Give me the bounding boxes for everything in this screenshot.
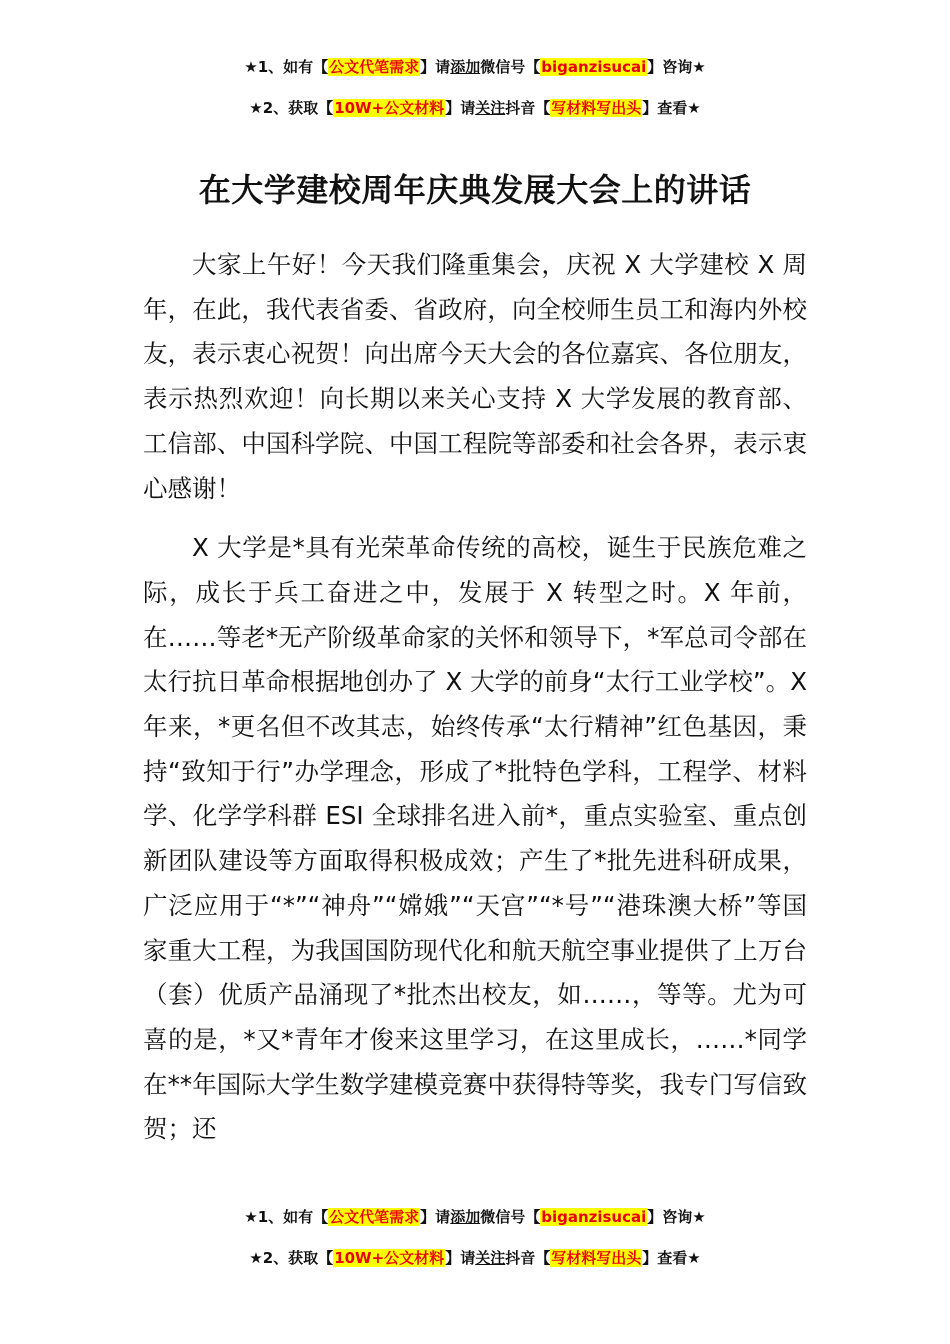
header-banner xyxy=(0,56,950,119)
paragraph: 大家上午好！今天我们隆重集会，庆祝 X 大学建校 X 周年，在此，我代表省委、省政府，向全校师生员工和海内外校友，表示衷心祝贺！向出席今天大会的各位嘉宾、各位朋友，表示热烈欢迎！向长期以来关心支持 X 大学发展的教育部、工信部、中国科学院、中国工程院等部委和社会各界，表示衷心感谢！ xyxy=(143,250,807,503)
banner-line-2: ★2、获取【10W+公文材料】请关注抖音【写材料写出头】查看★ xyxy=(249,99,701,117)
banner-line-1: ★1、如有【公文代笔需求】请添加微信号【biganzisucai】咨询★ xyxy=(244,1208,706,1226)
banner-line-2: ★2、获取【10W+公文材料】请关注抖音【写材料写出头】查看★ xyxy=(249,1249,701,1267)
highlight-wechat-id: biganzisucai xyxy=(541,58,647,76)
highlight-writing-service: 公文代笔需求 xyxy=(329,58,420,76)
highlight-douyin-account: 写材料写出头 xyxy=(551,99,642,117)
highlight-wechat-id: biganzisucai xyxy=(541,1208,647,1226)
footer-banner xyxy=(0,1206,950,1269)
paragraph: X 大学是*具有光荣革命传统的高校，诞生于民族危难之际，成长于兵工奋进之中，发展于 X 转型之时。X 年前，在……等老*无产阶级革命家的关怀和领导下，*军总司令部在太行抗日革命根据地创办了 X 大学的前身“太行工业学校”。X 年来，*更名但不改其志，始终传承“太行精神”红色基因，秉持“致知于行”办学理念，形成了*批特色学科，工程学、材料学、化学学科群 ESI 全球排名进入前*，重点实验室、重点创新团队建设等方面取得积极成效；产生了*批先进科研成果，广泛应用于“*”“神舟”“嫦娥”“天宫”“*号”“港珠澳大桥”等国家重大工程，为我国国防现代化和航天航空事业提供了上万台（套）优质产品涌现了*批杰出校友，如……，等等。尤为可喜的是，*又*青年才俊来这里学习，在这里成长，……*同学在**年国际大学生数学建模竞赛中获得特等奖，我专门写信致贺；还 xyxy=(143,533,807,1144)
document-title: 在大学建校周年庆典发展大会上的讲话 xyxy=(198,171,752,209)
highlight-materials: 10W+公文材料 xyxy=(334,99,445,117)
highlight-materials: 10W+公文材料 xyxy=(334,1249,445,1267)
document-body xyxy=(143,243,807,1152)
highlight-writing-service: 公文代笔需求 xyxy=(329,1208,420,1226)
highlight-douyin-account: 写材料写出头 xyxy=(551,1249,642,1267)
banner-line-1: ★1、如有【公文代笔需求】请添加微信号【biganzisucai】咨询★ xyxy=(244,58,706,76)
